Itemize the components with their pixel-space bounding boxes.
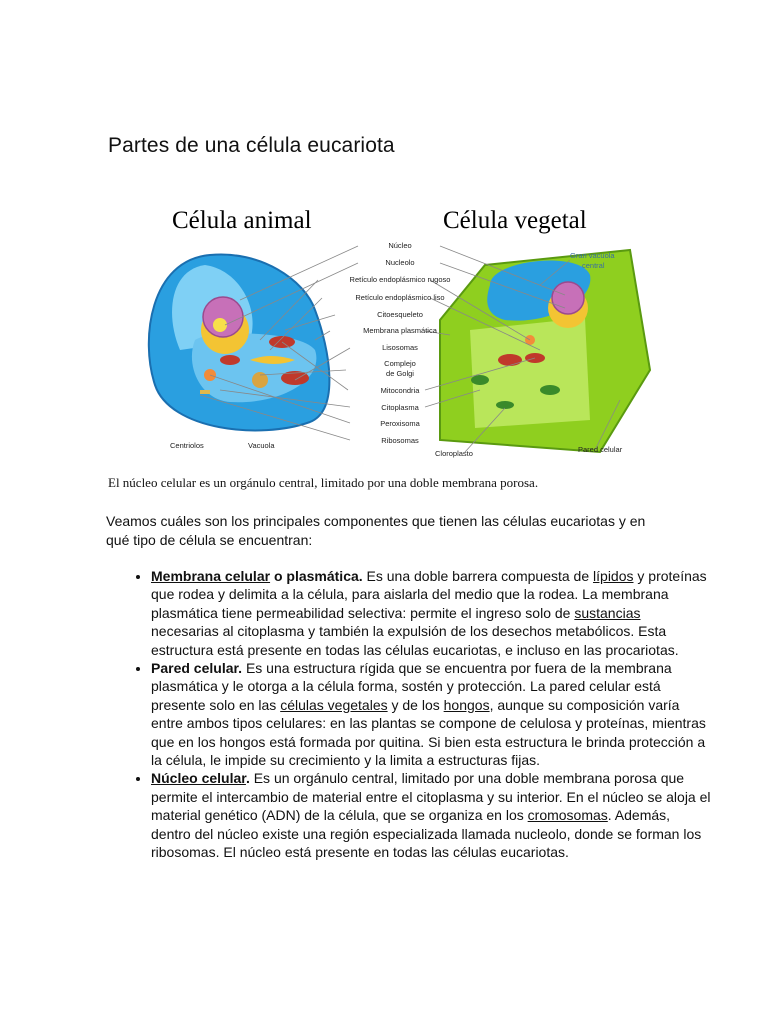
label-gran-vacuola-1: Gran vacuola	[570, 251, 615, 260]
item-text: Es una estructura rígida que se encuentra por fuera de la membrana plasmática y le otorga a la célula forma, sostén y protección. La pared celular está presente solo en las	[151, 660, 672, 713]
label-rel: Retículo endoplásmico liso	[355, 293, 445, 302]
term-suffix: .	[245, 770, 250, 787]
label-peroxisoma: Peroxisoma	[380, 419, 420, 428]
animal-cell-title: Célula animal	[172, 207, 312, 234]
label-cloroplasto: Cloroplasto	[435, 449, 473, 458]
term-suffix: o plasmática.	[270, 568, 363, 584]
list-item	[151, 769, 711, 861]
center-labels	[350, 241, 451, 445]
figure-caption: El núcleo celular es un orgánulo central, limitado por una doble membrana porosa.	[108, 475, 539, 490]
item-text: , aunque su composición varía entre ambos tipos celulares: en las plantas se compone de celulosa y proteínas, mientras que en los hongos está formada por quitina. Si bien esta estructura le brinda protección a la célula, le impide su crecimiento y la limita a estructuras fijas.	[151, 696, 706, 769]
plant-cell-title: Célula vegetal	[443, 207, 587, 234]
term-label: Pared celular.	[151, 660, 243, 677]
label-nucleo: Núcleo	[388, 241, 412, 250]
page-title: Partes de una célula eucariota	[108, 134, 395, 157]
intro-paragraph: Veamos cuáles son los principales componentes que tienen las células eucariotas y en qué tipo de célula se encuentran:	[106, 513, 646, 548]
label-gran-vacuola-2: central	[582, 261, 605, 270]
inline-link[interactable]: lípidos	[593, 568, 634, 584]
item-text: Es una doble barrera compuesta de	[362, 568, 594, 584]
label-vacuola: Vacuola	[248, 441, 275, 450]
components-list	[106, 567, 711, 862]
list-item	[151, 659, 711, 769]
inline-link[interactable]: cromosomas	[527, 807, 608, 824]
item-text: necesarias al citoplasma y también la expulsión de los desechos metabólicos. Esta estructura está presente en todas las células eucariotas, e incluso en las procariotas.	[151, 623, 679, 658]
item-text: y proteínas que rodea y delimita a la célula, para aislarla del medio que la rodea. La membrana plasmática tiene permeabilidad selectiva: permite el ingreso solo de	[151, 568, 707, 621]
label-citoesqueleto: Citoesqueleto	[377, 310, 423, 319]
inline-link[interactable]: células vegetales	[280, 696, 388, 713]
label-nucleolo: Nucleolo	[385, 258, 415, 267]
label-lisosomas: Lisosomas	[382, 343, 418, 352]
label-ribosomas: Ribosomas	[381, 436, 419, 445]
term-link[interactable]: Núcleo celular	[151, 770, 246, 787]
animal-cell-illustration	[149, 254, 330, 430]
label-complejo: Complejo	[384, 359, 416, 368]
cell-diagram	[110, 190, 665, 470]
list-item	[151, 567, 711, 659]
term-link[interactable]: Membrana celular	[151, 568, 271, 584]
label-rer: Retículo endoplásmico rugoso	[349, 275, 451, 284]
plant-cell-illustration	[440, 250, 650, 452]
item-text: Es un orgánulo central, limitado por una doble membrana porosa que permite el intercambio de material entre el citoplasma y su interior. En el núcleo se aloja el material genético (ADN) de la célula, que se organiza en los	[151, 770, 711, 824]
label-pared-celular: Pared celular	[578, 445, 623, 454]
item-text: y de los	[387, 696, 444, 713]
label-membrana: Membrana plasmática	[363, 326, 437, 335]
item-text: . Además, dentro del núcleo existe una región especializada llamada nucleolo, donde se forman los ribosomas. El núcleo está presente en todas las células eucariotas.	[151, 807, 702, 861]
inline-link[interactable]: sustancias	[574, 604, 641, 621]
label-citoplasma: Citoplasma	[381, 403, 419, 412]
label-centriolos: Centriolos	[170, 441, 204, 450]
label-golgi: de Golgi	[386, 369, 414, 378]
inline-link[interactable]: hongos	[443, 696, 490, 713]
label-mitocondria: Mitocondria	[380, 386, 420, 395]
